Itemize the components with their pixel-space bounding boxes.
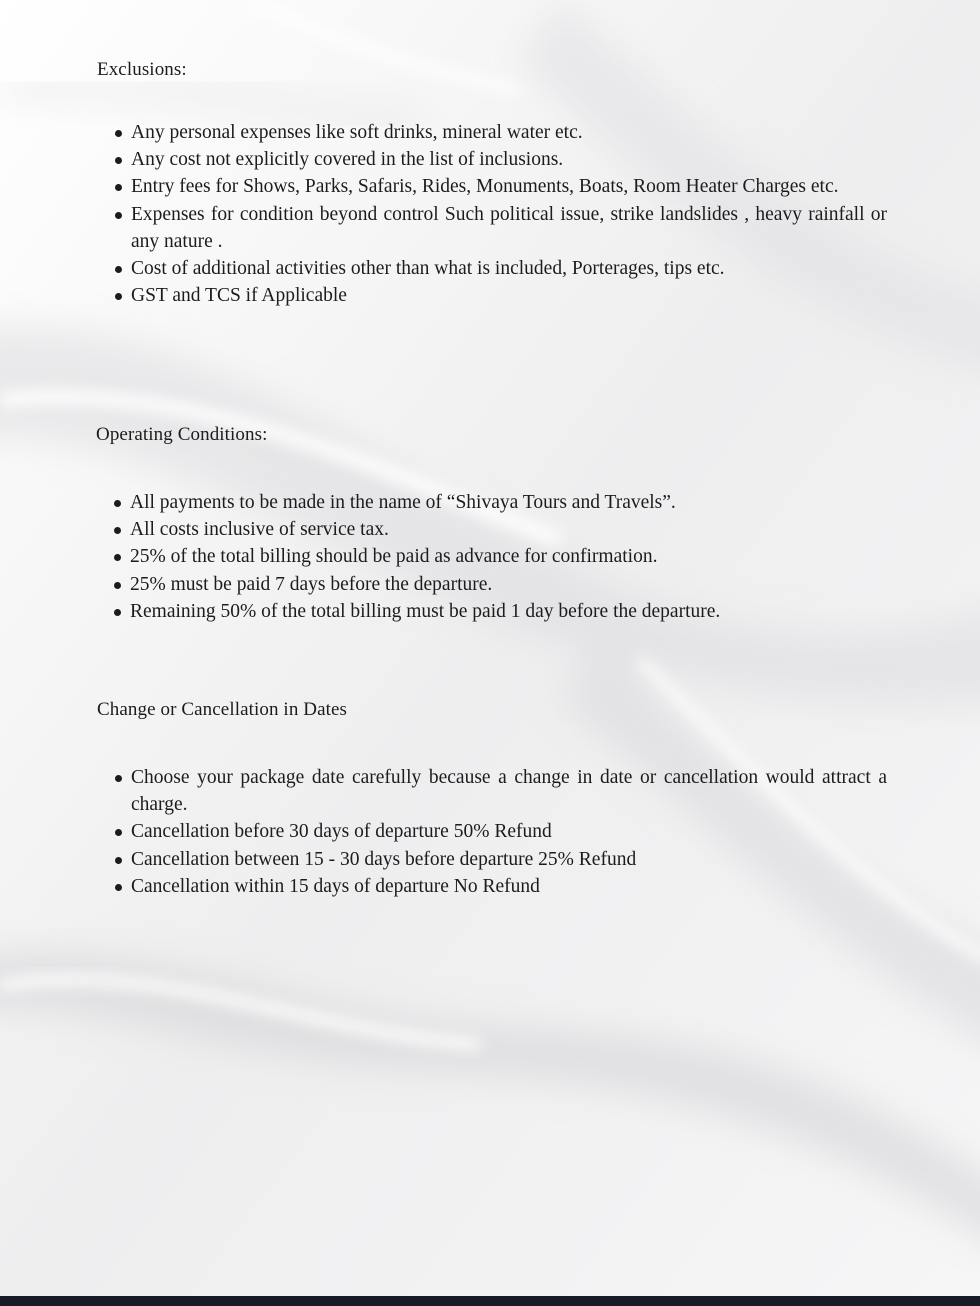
bullet-list: [97, 764, 887, 900]
section-heading: Operating Conditions:: [96, 424, 268, 445]
list-item: All payments to be made in the name of “Shivaya Tours and Travels”.: [96, 489, 886, 516]
list-item: Any personal expenses like soft drinks, mineral water etc.: [97, 119, 887, 146]
list-item: Cancellation within 15 days of departure No Refund: [97, 873, 887, 900]
section-exclusions: [97, 56, 887, 309]
list-item: Remaining 50% of the total billing must be paid 1 day before the departure.: [96, 598, 886, 625]
list-item: Choose your package date carefully because a change in date or cancellation would attract a charge.: [97, 764, 887, 818]
list-item: 25% of the total billing should be paid as advance for confirmation.: [96, 543, 886, 570]
list-item: GST and TCS if Applicable: [97, 282, 887, 309]
list-item: Cost of additional activities other than what is included, Porterages, tips etc.: [97, 255, 887, 282]
bullet-list: [97, 119, 887, 309]
list-item: Cancellation before 30 days of departure 50% Refund: [97, 818, 887, 845]
list-item: Cancellation between 15 - 30 days before departure 25% Refund: [97, 846, 887, 873]
list-item: Expenses for condition beyond control Such political issue, strike landslides , heavy rainfall or any nature .: [97, 201, 887, 255]
list-item: 25% must be paid 7 days before the departure.: [96, 571, 886, 598]
list-item: Any cost not explicitly covered in the list of inclusions.: [97, 146, 887, 173]
section-operating-conditions: [96, 421, 886, 625]
section-heading: Exclusions:: [97, 59, 187, 80]
section-heading: Change or Cancellation in Dates: [97, 699, 348, 720]
list-item: All costs inclusive of service tax.: [96, 516, 886, 543]
list-item: Entry fees for Shows, Parks, Safaris, Rides, Monuments, Boats, Room Heater Charges etc.: [97, 173, 887, 200]
footer-bar: [0, 1296, 980, 1306]
section-change-or-cancellation: [97, 696, 887, 900]
bullet-list: [96, 489, 886, 625]
